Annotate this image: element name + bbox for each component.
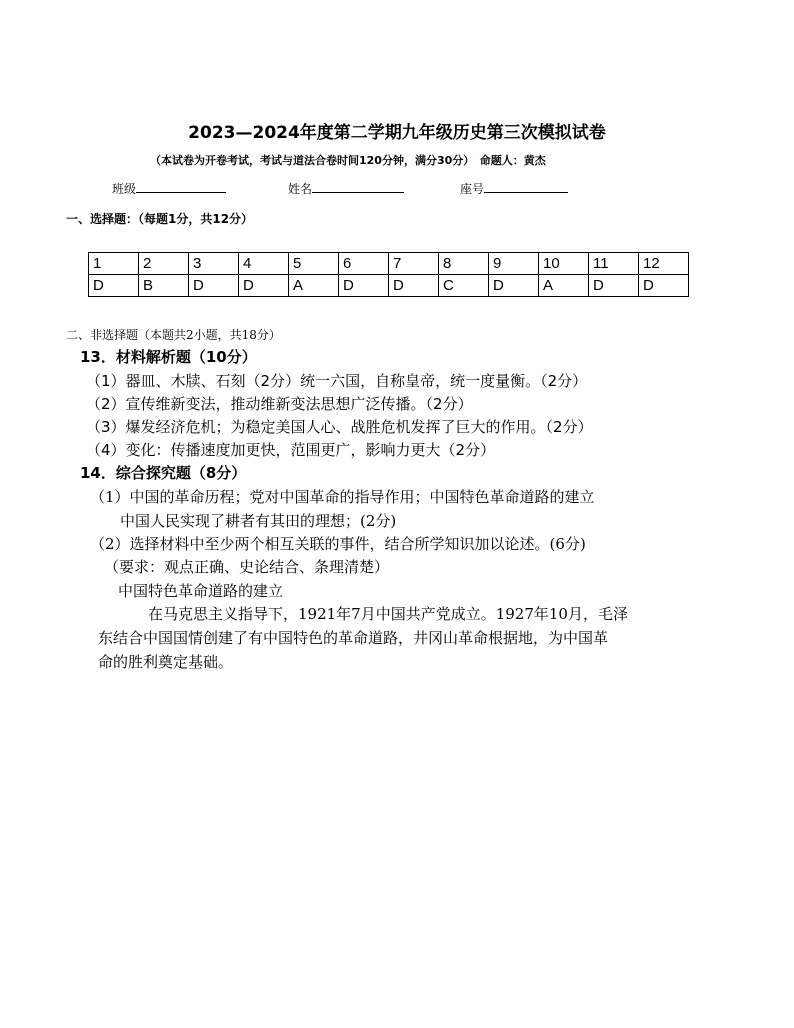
- essay-line: 命的胜利奠定基础。: [98, 653, 234, 671]
- q14-line3: （2）选择材料中至少两个相互关联的事件，结合所学知识加以论述。(6分): [90, 535, 586, 553]
- q13-answer-line: （3）爆发经济危机；为稳定美国人心、战胜危机发挥了巨大的作用。（2分）: [86, 418, 593, 436]
- seat-label: 座号: [460, 182, 485, 196]
- q13-title: 13．材料解析题（10分）: [80, 348, 257, 366]
- class-blank[interactable]: [136, 180, 226, 193]
- essay-line: 东结合中国国情创建了有中国特色的革命道路，井冈山革命根据地，为中国革: [98, 629, 609, 647]
- question-number: 6: [339, 253, 389, 275]
- q14-title: 14．综合探究题（8分）: [80, 464, 247, 482]
- answer-cell: D: [639, 275, 689, 297]
- question-number: 1: [89, 253, 139, 275]
- name-blank[interactable]: [312, 180, 404, 193]
- question-number: 5: [289, 253, 339, 275]
- exam-subtitle: （本试卷为开卷考试，考试与道法合卷时间120分钟，满分30分） 命题人：黄杰: [150, 154, 546, 167]
- question-number: 4: [239, 253, 289, 275]
- q14-line1: （1）中国的革命历程；党对中国革命的指导作用；中国特色革命道路的建立: [90, 488, 595, 506]
- q14-requirement: （要求：观点正确、史论结合、条理清楚）: [104, 558, 390, 576]
- answer-cell: D: [339, 275, 389, 297]
- answer-cell: D: [239, 275, 289, 297]
- question-number: 8: [439, 253, 489, 275]
- question-number: 12: [639, 253, 689, 275]
- essay-title: 中国特色革命道路的建立: [118, 582, 284, 600]
- answer-cell: D: [189, 275, 239, 297]
- answer-number-row: [89, 253, 689, 275]
- exam-title: 2023—2024年度第二学期九年级历史第三次模拟试卷: [188, 123, 606, 143]
- seat-field[interactable]: [460, 180, 568, 197]
- question-number: 2: [139, 253, 189, 275]
- class-field[interactable]: [112, 180, 226, 197]
- name-label: 姓名: [288, 182, 313, 196]
- answer-cell: D: [589, 275, 639, 297]
- name-field[interactable]: [288, 180, 404, 197]
- question-number: 11: [589, 253, 639, 275]
- answer-cell: D: [89, 275, 139, 297]
- answer-cell: D: [389, 275, 439, 297]
- answer-table: [88, 252, 689, 297]
- answer-cell: D: [489, 275, 539, 297]
- question-number: 7: [389, 253, 439, 275]
- q13-answer-line: （1）器皿、木牍、石刻（2分）统一六国，自称皇帝，统一度量衡。（2分）: [86, 372, 588, 390]
- class-label: 班级: [112, 182, 137, 196]
- student-info-fields: [0, 180, 794, 196]
- section1-heading: 一、选择题：（每题1分，共12分）: [66, 212, 254, 226]
- answer-cell: A: [539, 275, 589, 297]
- answer-cell: B: [139, 275, 189, 297]
- essay-line: 在马克思主义指导下，1921年7月中国共产党成立。1927年10月，毛泽: [148, 605, 628, 623]
- q13-answer-line: （2）宣传维新变法，推动维新变法思想广泛传播。（2分）: [86, 395, 473, 413]
- answer-cell: A: [289, 275, 339, 297]
- question-number: 3: [189, 253, 239, 275]
- seat-blank[interactable]: [484, 180, 568, 193]
- q14-line2: 中国人民实现了耕者有其田的理想；(2分): [120, 512, 397, 530]
- q13-answer-line: （4）变化：传播速度加更快，范围更广，影响力更大（2分）: [86, 441, 496, 459]
- answer-cell: C: [439, 275, 489, 297]
- section2-heading: 二、非选择题（本题共2小题，共18分）: [66, 328, 281, 342]
- question-number: 9: [489, 253, 539, 275]
- answer-letter-row: [89, 275, 689, 297]
- question-number: 10: [539, 253, 589, 275]
